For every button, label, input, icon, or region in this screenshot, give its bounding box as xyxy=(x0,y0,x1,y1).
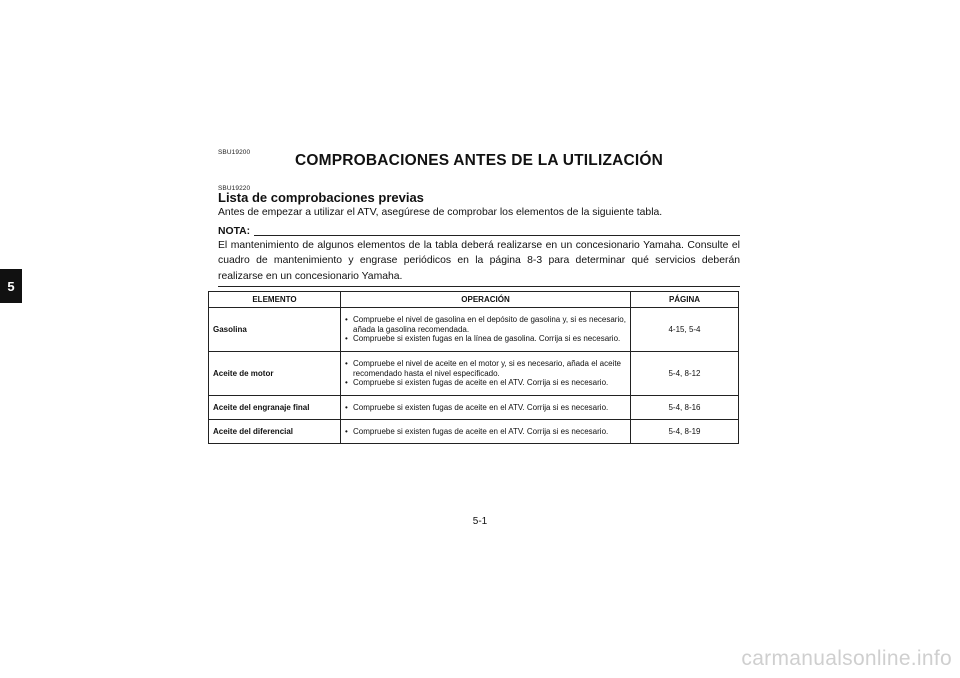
table-header-row xyxy=(209,292,739,308)
row-page: 4-15, 5-4 xyxy=(631,308,739,352)
operation-bullet: • Compruebe el nivel de aceite en el motor y, si es necesario, añada el aceite recomendado hasta el nivel especificado. xyxy=(345,359,626,378)
header-operation: OPERACIÓN xyxy=(341,292,631,308)
row-page: 5-4, 8-12 xyxy=(631,352,739,396)
table-row xyxy=(209,420,739,444)
row-page: 5-4, 8-16 xyxy=(631,396,739,420)
intro-paragraph: Antes de empezar a utilizar el ATV, asegúrese de comprobar los elementos de la siguiente tabla. xyxy=(218,207,663,218)
subsection-code: SBU19220 xyxy=(218,185,251,192)
note-label: NOTA: xyxy=(218,226,251,237)
note-end-rule xyxy=(218,286,740,287)
section-title: Lista de comprobaciones previas xyxy=(218,190,424,205)
checklist-table xyxy=(208,291,739,444)
operation-bullet: • Compruebe si existen fugas de aceite en el ATV. Corrija si es necesario. xyxy=(345,403,626,413)
row-operation xyxy=(341,352,631,396)
note-header xyxy=(218,226,740,238)
row-element: Aceite de motor xyxy=(209,352,341,396)
row-element: Aceite del engranaje final xyxy=(209,396,341,420)
operation-bullet: • Compruebe si existen fugas de aceite en el ATV. Corrija si es necesario. xyxy=(345,378,626,388)
header-page: PÁGINA xyxy=(631,292,739,308)
row-operation xyxy=(341,308,631,352)
operation-bullet: • Compruebe si existen fugas en la línea de gasolina. Corrija si es necesario. xyxy=(345,334,626,344)
table-row xyxy=(209,308,739,352)
row-element: Aceite del diferencial xyxy=(209,420,341,444)
note-rule xyxy=(254,235,740,236)
page-title: COMPROBACIONES ANTES DE LA UTILIZACIÓN xyxy=(294,152,664,169)
table-row xyxy=(209,396,739,420)
note-text: El mantenimiento de algunos elementos de la tabla deberá realizarse en un concesionario Yamaha. Consulte el cuadro de mantenimiento y engrase periódicos en la página 8-3 para determinar qué servicios deberán realizarse en un concesionario Yamaha. xyxy=(218,240,740,282)
row-operation xyxy=(341,396,631,420)
row-page: 5-4, 8-19 xyxy=(631,420,739,444)
operation-bullet: • Compruebe el nivel de gasolina en el depósito de gasolina y, si es necesario, añada la gasolina recomendada. xyxy=(345,315,626,334)
operation-bullet: • Compruebe si existen fugas de aceite en el ATV. Corrija si es necesario. xyxy=(345,427,626,437)
section-code: SBU19200 xyxy=(218,149,251,156)
row-operation xyxy=(341,420,631,444)
header-element: ELEMENTO xyxy=(209,292,341,308)
chapter-tab: 5 xyxy=(0,269,22,303)
table-row xyxy=(209,352,739,396)
row-element: Gasolina xyxy=(209,308,341,352)
watermark: carmanualsonline.info xyxy=(741,647,952,670)
page-number: 5-1 xyxy=(472,516,488,527)
